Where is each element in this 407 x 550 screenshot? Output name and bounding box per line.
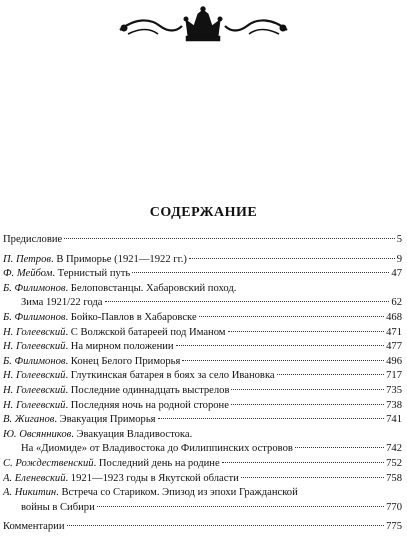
entry-title: . С Волжской батареей под Иманом (65, 326, 226, 338)
crown-ornament (0, 6, 407, 46)
leader-dots (158, 418, 385, 419)
page-number: 62 (391, 297, 402, 309)
page-number: 496 (386, 355, 402, 367)
entry-author: Н. Голеевский (3, 370, 66, 382)
toc-entry-line1 (3, 428, 402, 443)
entry-title: . Последний день на родине (93, 457, 220, 469)
leader-dots (199, 316, 384, 317)
toc-entry (3, 233, 402, 248)
entry-title: . Последние одиннадцать выстрелов (65, 384, 230, 396)
leader-dots (228, 331, 385, 332)
leader-dots (64, 238, 394, 239)
page-title: СОДЕРЖАНИЕ (149, 205, 258, 220)
entry-author: П. Петров (3, 253, 52, 265)
entry-author: А. Никитин (3, 487, 57, 499)
toc-entry (3, 311, 402, 326)
toc-entry (3, 457, 402, 472)
entry-title-cont: войны в Сибири (21, 501, 95, 513)
entry-title: . На мирном положении (65, 341, 174, 353)
entry-title-cont: Зима 1921/22 года (21, 297, 103, 309)
entry-title: . Бойко-Павлов в Хабаровске (65, 311, 197, 323)
leader-dots (231, 389, 384, 390)
page-number: 735 (386, 384, 402, 396)
toc-entry (3, 399, 402, 414)
page-number: 741 (386, 414, 402, 426)
toc-entry-line2 (3, 442, 402, 457)
page-number: 471 (386, 326, 402, 338)
toc-entry (3, 384, 402, 399)
entry-title: . Белоповстанцы. Хабаровский поход. (65, 282, 237, 294)
entry-title: . Эвакуация Владивостока. (71, 428, 193, 440)
entry-title: . Глуткинская батарея в боях за село Ивановка (65, 370, 275, 382)
entry-title: . Эвакуация Приморья (54, 414, 156, 426)
entry-author: А. Еленевский (3, 472, 66, 484)
leader-dots (182, 360, 384, 361)
toc-entry (3, 253, 402, 268)
entry-author: С. Рождественский (3, 457, 94, 469)
toc-entry (3, 340, 402, 355)
entry-author: Б. Филимонов (3, 311, 66, 323)
page-number: 9 (396, 253, 402, 265)
entry-author: Н. Голеевский (3, 384, 66, 396)
entry-author: Б. Филимонов (3, 282, 66, 294)
page-number: 47 (391, 268, 402, 280)
entry-title: Предисловие (3, 234, 63, 245)
leader-dots (231, 404, 384, 405)
page-number: 775 (386, 521, 402, 533)
entry-title: . Встреча со Стариком. Эпизод из эпохи Гражданской (56, 487, 298, 499)
leader-dots (176, 345, 385, 346)
leader-dots (67, 525, 385, 526)
entry-author: Н. Голеевский (3, 326, 66, 338)
page-number: 770 (386, 501, 402, 513)
entry-title: . Конец Белого Приморья (65, 355, 181, 367)
page-number: 5 (396, 234, 402, 245)
toc-entry-line2 (3, 296, 402, 311)
entry-author: Н. Голеевский (3, 399, 66, 411)
toc-entry (3, 369, 402, 384)
toc-entry (3, 413, 402, 428)
entry-title: . Последняя ночь на родной стороне (65, 399, 229, 411)
toc-entry-line2 (3, 501, 402, 516)
page-number: 758 (386, 472, 402, 484)
page-number: 717 (386, 370, 402, 382)
leader-dots (189, 258, 395, 259)
page-number: 477 (386, 341, 402, 353)
page-number: 752 (386, 457, 402, 469)
entry-title-cont: На «Диомиде» от Владивостока до Филиппинских островов (21, 443, 293, 455)
entry-title: . Тернистый путь (52, 268, 131, 280)
page-number: 468 (386, 311, 402, 323)
entry-title: . В Приморье (1921—1922 гг.) (51, 253, 187, 265)
entry-title: Комментарии (3, 521, 65, 533)
entry-title: . 1921—1923 годы в Якутской области (65, 472, 239, 484)
leader-dots (97, 506, 384, 507)
entry-author: Б. Филимонов (3, 355, 66, 367)
leader-dots (295, 447, 384, 448)
entry-author: Ю. Овсянников (3, 428, 72, 440)
toc-entry (3, 267, 402, 282)
table-of-contents (3, 233, 402, 535)
leader-dots (132, 272, 389, 273)
entry-author: В. Жиганов (3, 414, 55, 426)
entry-author: Ф. Мейбом (3, 268, 53, 280)
toc-entry-line1 (3, 486, 402, 501)
leader-dots (277, 374, 384, 375)
leader-dots (222, 462, 384, 463)
leader-dots (105, 301, 390, 302)
page-number: 742 (386, 443, 402, 455)
toc-entry (3, 520, 402, 535)
entry-author: Н. Голеевский (3, 341, 66, 353)
toc-entry (3, 355, 402, 370)
page-number: 738 (386, 399, 402, 411)
toc-entry-line1 (3, 282, 402, 297)
toc-entry (3, 326, 402, 341)
toc-entry (3, 472, 402, 487)
leader-dots (241, 477, 384, 478)
